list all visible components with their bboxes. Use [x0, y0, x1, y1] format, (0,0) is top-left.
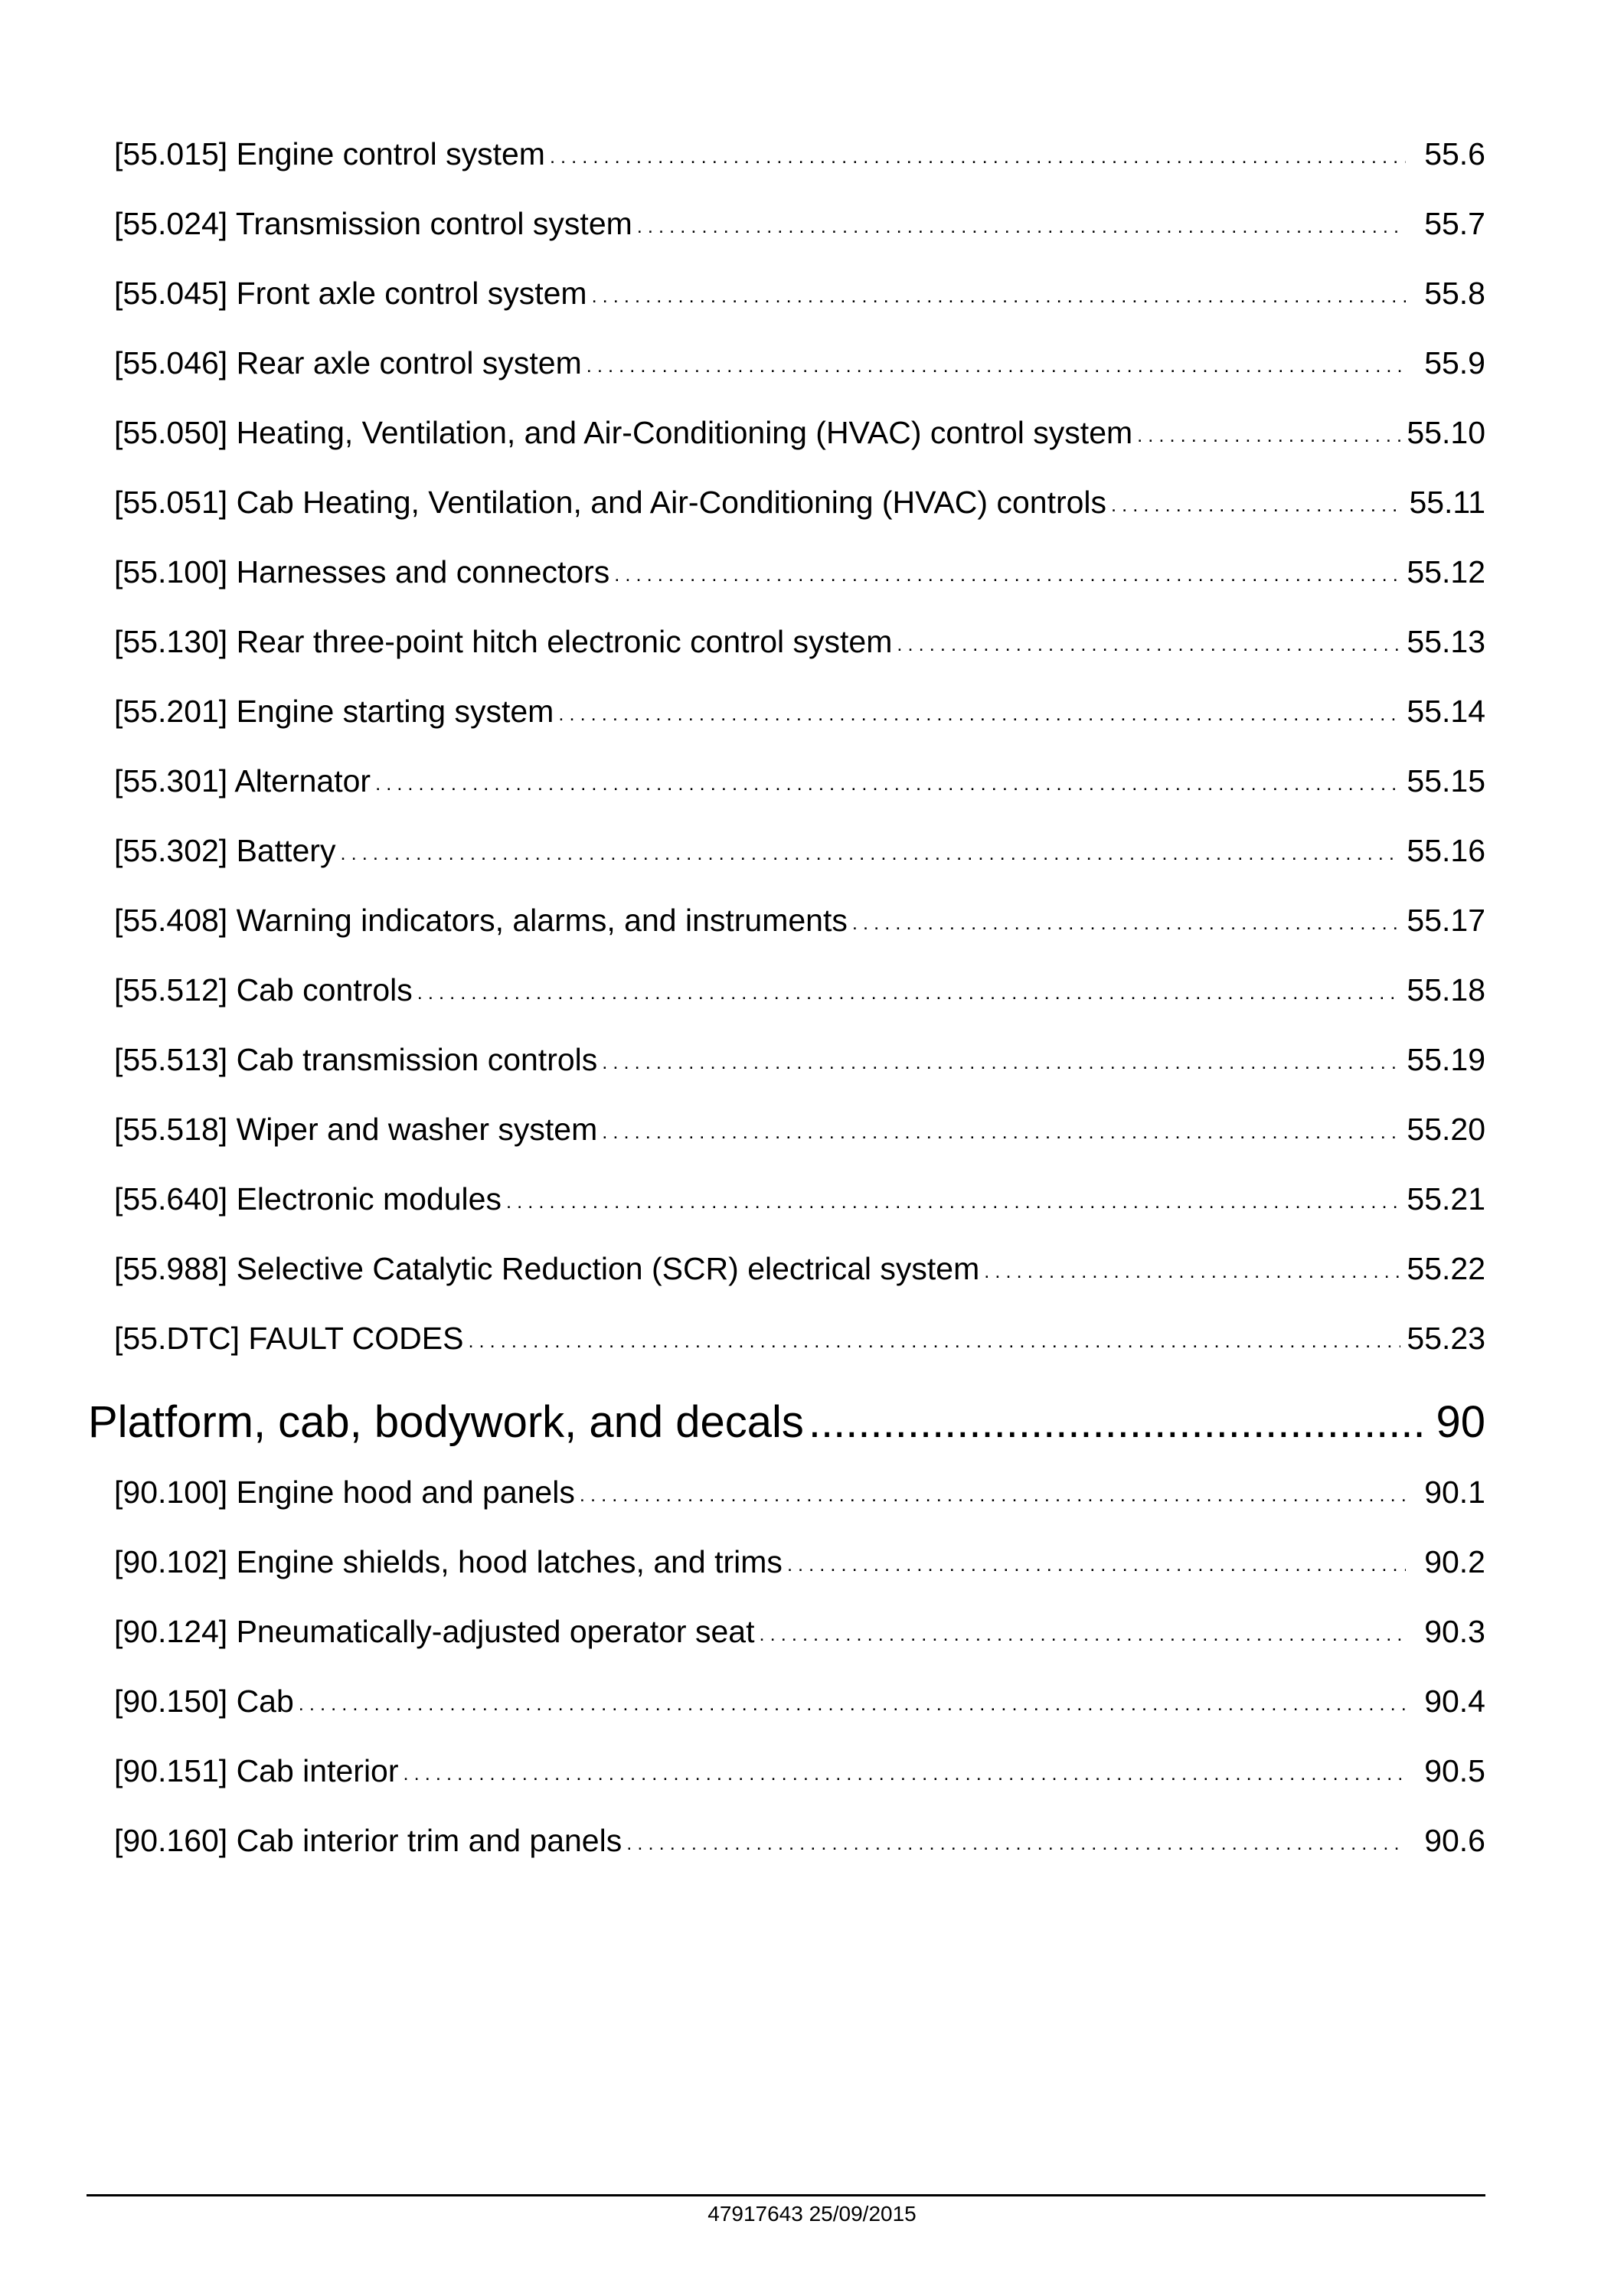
toc-section-heading[interactable] — [88, 1396, 1485, 1473]
dot-leader — [404, 1753, 1406, 1789]
toc-entry-title: [55.512] Cab controls — [114, 972, 413, 1008]
footer-document-id: 47917643 25/09/2015 — [707, 2202, 917, 2226]
toc-entry[interactable] — [88, 1042, 1485, 1112]
toc-entry-page: 55.11 — [1409, 485, 1485, 520]
toc-entry-page: 55.18 — [1407, 972, 1485, 1008]
toc-entry[interactable] — [88, 485, 1485, 554]
toc-entry[interactable] — [88, 345, 1485, 415]
toc-entry-page: 55.10 — [1407, 415, 1485, 450]
toc-entry-page: 55.17 — [1407, 903, 1485, 938]
toc-entry[interactable] — [88, 1321, 1485, 1390]
dot-leader — [550, 136, 1406, 172]
toc-entry-title: [55.513] Cab transmission controls — [114, 1042, 598, 1077]
toc-entry[interactable] — [88, 763, 1485, 833]
dot-leader — [787, 1544, 1406, 1580]
dot-leader — [592, 276, 1406, 312]
toc-entry-page: 55.6 — [1424, 136, 1485, 171]
toc-entry-page: 90.5 — [1424, 1753, 1485, 1788]
toc-entry[interactable] — [88, 1684, 1485, 1753]
dot-leader — [897, 624, 1400, 660]
toc-entry[interactable] — [88, 276, 1485, 345]
toc-entry-title: [55.518] Wiper and washer system — [114, 1112, 598, 1147]
dot-leader — [375, 763, 1400, 799]
toc-entry-title: [55.DTC] FAULT CODES — [114, 1321, 464, 1356]
toc-entry[interactable] — [88, 1475, 1485, 1544]
toc-entry-title: [55.130] Rear three-point hitch electronic control system — [114, 624, 893, 659]
dot-leader — [809, 1396, 1426, 1448]
toc-entry[interactable] — [88, 1251, 1485, 1321]
dot-leader — [468, 1321, 1400, 1357]
toc-entry[interactable] — [88, 1181, 1485, 1251]
toc-entry-title: [55.640] Electronic modules — [114, 1181, 502, 1217]
toc-entry-title: [55.015] Engine control system — [114, 136, 545, 171]
dot-leader — [299, 1684, 1406, 1720]
toc-entry-page: 55.13 — [1407, 624, 1485, 659]
toc-entry[interactable] — [88, 554, 1485, 624]
toc-entry[interactable] — [88, 206, 1485, 276]
toc-section-title: Platform, cab, bodywork, and decals — [88, 1397, 804, 1447]
toc-entry[interactable] — [88, 1614, 1485, 1684]
toc-entry[interactable] — [88, 415, 1485, 485]
toc-entry[interactable] — [88, 1544, 1485, 1614]
toc-entry-title: [90.102] Engine shields, hood latches, and trims — [114, 1544, 783, 1579]
toc-section-page: 90 — [1436, 1397, 1485, 1447]
dot-leader — [759, 1614, 1406, 1650]
toc-entry-title: [55.408] Warning indicators, alarms, and instruments — [114, 903, 848, 938]
toc-entry-page: 90.6 — [1424, 1823, 1485, 1858]
toc-entry-page: 90.2 — [1424, 1544, 1485, 1579]
toc-entry-page: 55.16 — [1407, 833, 1485, 868]
toc-entry-title: [55.988] Selective Catalytic Reduction (SCR) electrical system — [114, 1251, 980, 1286]
toc-entry-page: 55.14 — [1407, 694, 1485, 729]
toc-entry-page: 55.19 — [1407, 1042, 1485, 1077]
toc-entry-page: 55.23 — [1407, 1321, 1485, 1356]
toc-entry[interactable] — [88, 833, 1485, 903]
table-of-contents — [88, 136, 1485, 1893]
toc-entry-title: [55.302] Battery — [114, 833, 336, 868]
toc-entry[interactable] — [88, 136, 1485, 206]
toc-entry[interactable] — [88, 903, 1485, 972]
toc-entry[interactable] — [88, 972, 1485, 1042]
toc-entry-page: 55.15 — [1407, 763, 1485, 799]
footer-divider — [87, 2194, 1485, 2196]
toc-entry-page: 55.7 — [1424, 206, 1485, 241]
toc-entry-page: 90.4 — [1424, 1684, 1485, 1719]
toc-entry-page: 55.12 — [1407, 554, 1485, 590]
toc-entry-page: 55.21 — [1407, 1181, 1485, 1217]
dot-leader — [602, 1112, 1400, 1148]
toc-entry-title: [90.124] Pneumatically-adjusted operator seat — [114, 1614, 755, 1649]
dot-leader — [1137, 415, 1400, 451]
toc-entry-title: [90.151] Cab interior — [114, 1753, 399, 1788]
dot-leader — [602, 1042, 1400, 1078]
toc-entry-page: 55.8 — [1424, 276, 1485, 311]
toc-entry[interactable] — [88, 1753, 1485, 1823]
toc-entry-page: 55.22 — [1407, 1251, 1485, 1286]
dot-leader — [587, 345, 1406, 381]
toc-entry-title: [90.160] Cab interior trim and panels — [114, 1823, 622, 1858]
toc-entry-title: [55.046] Rear axle control system — [114, 345, 582, 380]
toc-entry-page: 90.3 — [1424, 1614, 1485, 1649]
toc-entry[interactable] — [88, 1823, 1485, 1893]
toc-entry-page: 55.20 — [1407, 1112, 1485, 1147]
toc-entry-page: 90.1 — [1424, 1475, 1485, 1510]
toc-entry-title: [55.051] Cab Heating, Ventilation, and Air-Conditioning (HVAC) controls — [114, 485, 1107, 520]
dot-leader — [614, 554, 1400, 590]
dot-leader — [626, 1823, 1406, 1859]
toc-entry-page: 55.9 — [1424, 345, 1485, 380]
toc-entry-title: [55.024] Transmission control system — [114, 206, 632, 241]
dot-leader — [852, 903, 1401, 939]
toc-entry[interactable] — [88, 624, 1485, 694]
toc-entry-title: [55.045] Front axle control system — [114, 276, 587, 311]
toc-entry-title: [55.301] Alternator — [114, 763, 371, 799]
toc-entry-title: [90.150] Cab — [114, 1684, 294, 1719]
toc-entry-title: [90.100] Engine hood and panels — [114, 1475, 575, 1510]
dot-leader — [637, 206, 1406, 242]
toc-entry-title: [55.050] Heating, Ventilation, and Air-Conditioning (HVAC) control system — [114, 415, 1133, 450]
dot-leader — [417, 972, 1401, 1008]
dot-leader — [340, 833, 1400, 869]
toc-entry-title: [55.201] Engine starting system — [114, 694, 554, 729]
dot-leader — [1111, 485, 1403, 521]
dot-leader — [580, 1475, 1406, 1511]
toc-entry-title: [55.100] Harnesses and connectors — [114, 554, 610, 590]
dot-leader — [506, 1181, 1400, 1217]
dot-leader — [558, 694, 1400, 730]
toc-entry[interactable] — [88, 694, 1485, 763]
toc-entry[interactable] — [88, 1112, 1485, 1181]
dot-leader — [984, 1251, 1400, 1287]
